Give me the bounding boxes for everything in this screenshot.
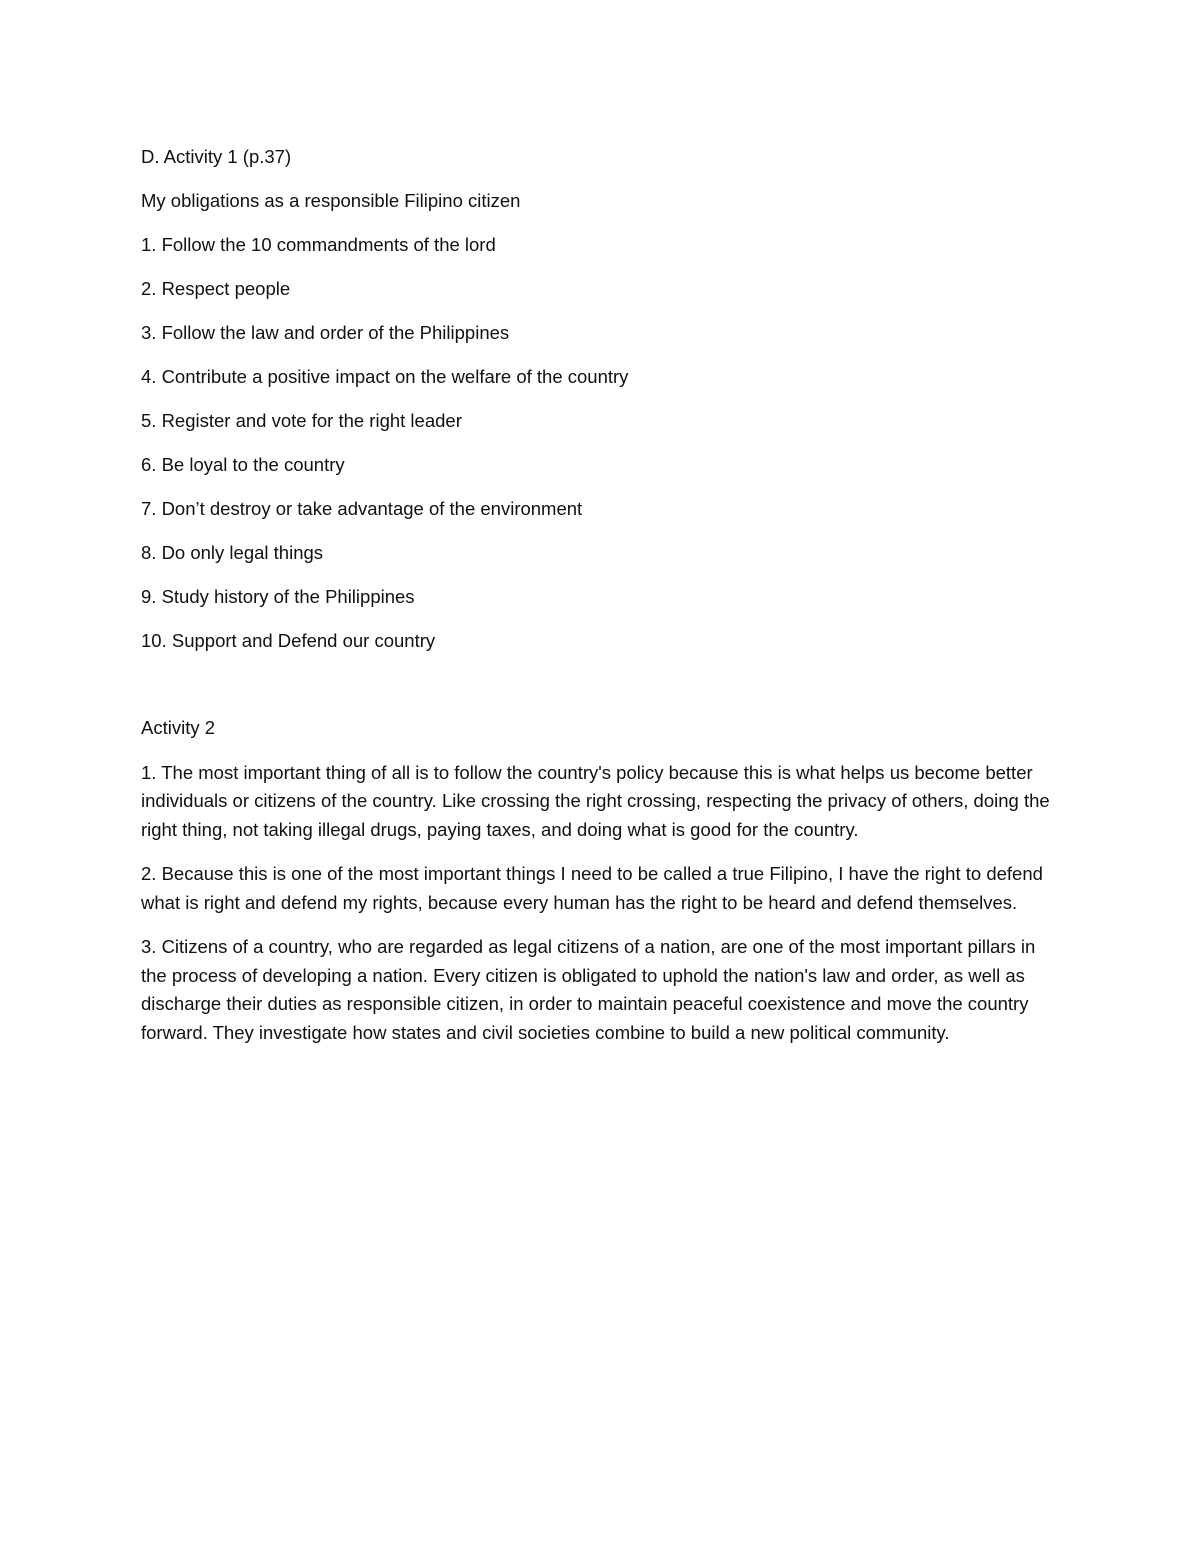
answer-paragraph: 3. Citizens of a country, who are regarded as legal citizens of a nation, are one of the most important pillars in the process of developing a nation. Every citizen is obligated to uphold the nation's law and order, as well as discharge their duties as responsible citizen, in order to maintain peaceful coexistence and move the country forward. They investigate how states and civil societies combine to build a new political community. <box>141 936 1036 1043</box>
list-item: 4. Contribute a positive impact on the welfare of the country <box>141 366 629 387</box>
list-item: 1. Follow the 10 commandments of the lord <box>141 234 496 255</box>
list-item: 9. Study history of the Philippines <box>141 586 415 607</box>
answer-paragraph: 2. Because this is one of the most important things I need to be called a true Filipino, I have the right to defend what is right and defend my rights, because every human has the right to be heard and defend themselves. <box>141 863 1043 913</box>
list-item: 2. Respect people <box>141 278 291 299</box>
list-item: 5. Register and vote for the right leader <box>141 410 462 431</box>
list-item: 6. Be loyal to the country <box>141 454 345 475</box>
list-item: 3. Follow the law and order of the Philippines <box>141 322 510 343</box>
list-item: 8. Do only legal things <box>141 542 324 563</box>
activity1-intro: My obligations as a responsible Filipino citizen <box>141 190 521 211</box>
obligations-list <box>141 231 1060 656</box>
activity2-heading: Activity 2 <box>141 717 216 738</box>
list-item: 10. Support and Defend our country <box>141 630 436 651</box>
activity1-heading: D. Activity 1 (p.37) <box>141 146 292 167</box>
list-item: 7. Don’t destroy or take advantage of the environment <box>141 498 583 519</box>
activity2-answers <box>141 759 1060 1048</box>
answer-paragraph: 1. The most important thing of all is to follow the country's policy because this is what helps us become better individuals or citizens of the country. Like crossing the right crossing, respecting the privacy of others, doing the right thing, not taking illegal drugs, paying taxes, and doing what is good for the country. <box>141 761 1050 840</box>
